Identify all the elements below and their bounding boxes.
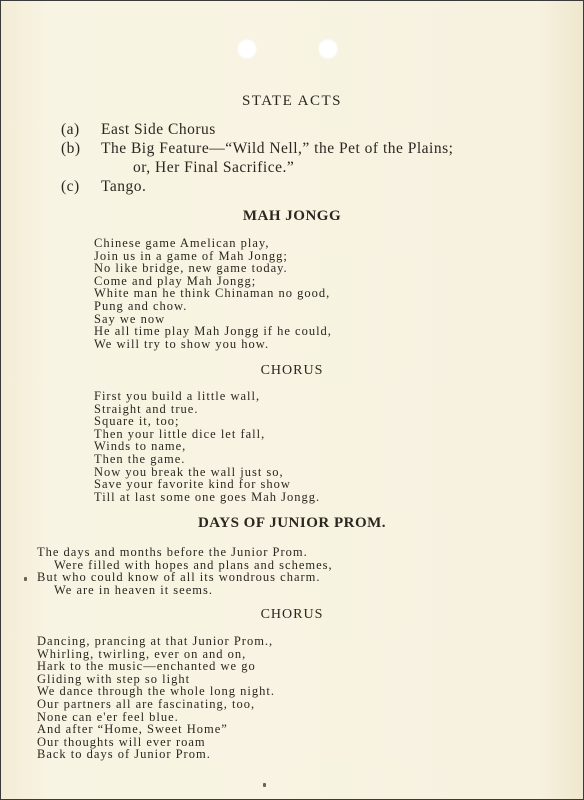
mah-jongg-verse xyxy=(94,237,332,350)
junior-prom-title: DAYS OF JUNIOR PROM. xyxy=(197,515,387,531)
list-item xyxy=(61,120,453,139)
junior-prom-chorus-title: CHORUS xyxy=(260,607,324,622)
mah-jongg-title: MAH JONGG xyxy=(242,208,342,224)
verse-line: Winds to name, xyxy=(94,439,187,454)
verse-line: None can e'er feel blue. xyxy=(37,709,179,724)
verse-line: Say we now xyxy=(94,311,166,326)
verse-line: Hark to the music—enchanted we go xyxy=(37,659,256,674)
verse-line: Join us in a game of Mah Jongg; xyxy=(94,248,288,263)
verse-line: And after “Home, Sweet Home” xyxy=(37,722,228,737)
verse-line: Were filled with hopes and plans and schemes, xyxy=(54,557,333,572)
item-text: or, Her Final Sacrifice.” xyxy=(133,159,295,176)
verse-line: Back to days of Junior Prom. xyxy=(37,747,211,762)
item-label: (c) xyxy=(61,178,80,195)
junior-prom-chorus xyxy=(37,635,275,761)
punch-hole xyxy=(318,38,338,60)
verse-line: Till at last some one goes Mah Jongg. xyxy=(94,489,321,504)
verse-line: Save your favorite kind for show xyxy=(94,477,291,492)
item-text: Tango. xyxy=(101,178,147,195)
list-item xyxy=(61,177,453,196)
verse-line: Whirling, twirling, ever on and on, xyxy=(37,646,247,661)
verse-line: Come and play Mah Jongg; xyxy=(94,273,257,288)
verse-line: White man he think Chinaman no good, xyxy=(94,286,331,301)
list-item xyxy=(61,158,453,177)
punch-hole xyxy=(237,38,257,60)
ink-mark xyxy=(263,783,266,787)
item-text: East Side Chorus xyxy=(101,121,216,138)
verse-line: But who could know of all its wondrous charm. xyxy=(37,570,321,585)
item-label: (b) xyxy=(61,140,81,157)
verse-line: We dance through the whole long night. xyxy=(37,684,275,699)
ink-mark xyxy=(24,577,27,581)
verse-line: Our partners all are fascinating, too, xyxy=(37,696,256,711)
item-label: (a) xyxy=(61,121,80,138)
verse-line: Gliding with step so light xyxy=(37,671,191,686)
verse-line: The days and months before the Junior Prom. xyxy=(37,545,308,559)
verse-line: Our thoughts will ever roam xyxy=(37,734,206,749)
item-text: The Big Feature—“Wild Nell,” the Pet of the Plains; xyxy=(101,140,454,157)
verse-line: Dancing, prancing at that Junior Prom., xyxy=(37,634,274,648)
verse-line: We will try to show you how. xyxy=(94,336,270,351)
verse-line: First you build a little wall, xyxy=(94,389,261,403)
state-acts-title: STATE ACTS xyxy=(241,93,343,109)
verse-line: Straight and true. xyxy=(94,401,199,416)
verse-line: Then your little dice let fall, xyxy=(94,426,266,441)
verse-line: No like bridge, new game today. xyxy=(94,261,288,276)
mah-jongg-chorus xyxy=(94,390,320,503)
verse-line: He all time play Mah Jongg if he could, xyxy=(94,324,332,339)
verse-line: Now you break the wall just so, xyxy=(94,464,284,479)
verse-line: Then the game. xyxy=(94,451,186,466)
state-acts-list xyxy=(61,120,453,196)
verse-line: Chinese game Amelican play, xyxy=(94,236,270,250)
mah-jongg-chorus-title: CHORUS xyxy=(260,363,324,378)
verse-line: Square it, too; xyxy=(94,414,180,429)
verse-line: We are in heaven it seems. xyxy=(54,582,213,597)
list-item xyxy=(61,139,453,158)
verse-line: Pung and chow. xyxy=(94,298,188,313)
junior-prom-verse xyxy=(37,546,333,596)
